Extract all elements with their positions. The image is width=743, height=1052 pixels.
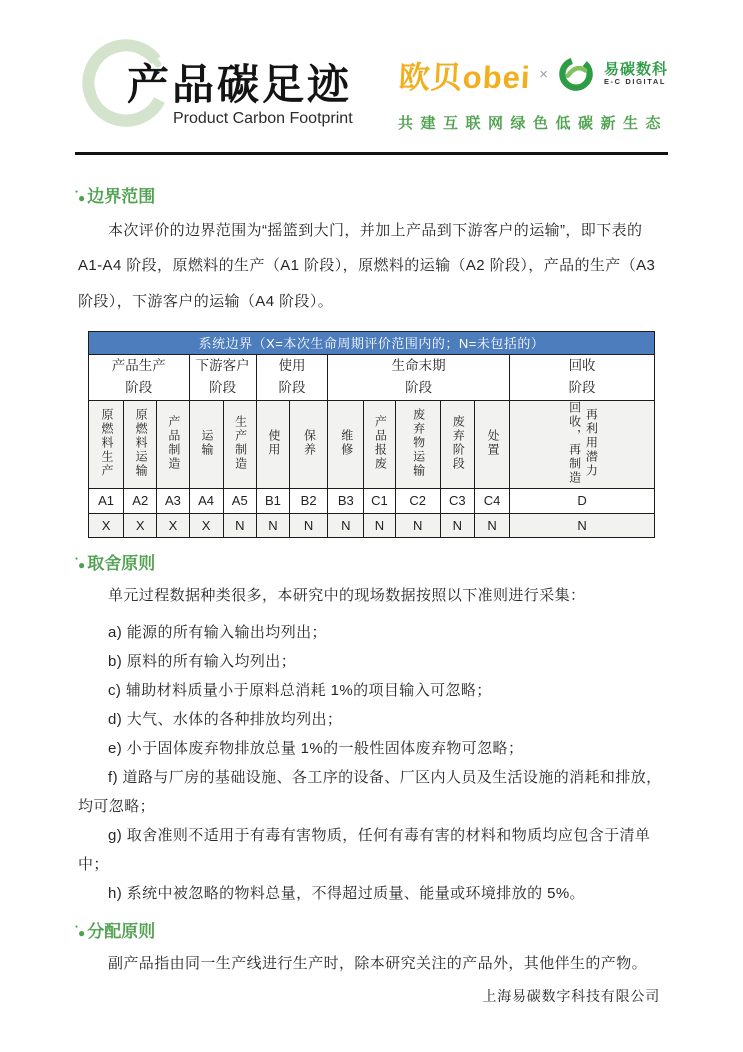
stage-cell-A4: 运输 xyxy=(189,400,223,488)
bullet-icon: ● ● xyxy=(78,191,85,205)
stage-cell-A2: 原燃料运输 xyxy=(124,400,157,488)
obei-logo: 欧贝obei xyxy=(398,59,532,95)
tradeoff-item-e: e) 小于固体废弃物排放总量 1%的一般性固体废弃物可忽略； xyxy=(108,740,524,757)
stage-cell-B3: 维修 xyxy=(328,400,364,488)
value-cell-C4: N xyxy=(474,513,509,537)
code-cell-B1: B1 xyxy=(256,488,289,513)
system-boundary-table xyxy=(88,331,655,538)
table-title: 系统边界（X=本次生命周期评价范围内的；N=未包括的） xyxy=(89,331,655,354)
tradeoff-list xyxy=(78,619,665,908)
page-header xyxy=(75,34,668,148)
value-cell-A3: X xyxy=(157,513,189,537)
section-heading-allocation xyxy=(78,917,665,942)
stage-cell-A3: 产品制造 xyxy=(157,400,189,488)
bullet-icon: ● ● xyxy=(78,558,85,572)
bullet-icon: ● ● xyxy=(78,926,85,940)
code-cell-A2: A2 xyxy=(124,488,157,513)
tradeoff-intro: 单元过程数据种类很多，本研究中的现场数据按照以下准则进行采集： xyxy=(108,586,586,604)
code-cell-A3: A3 xyxy=(157,488,189,513)
section-heading-allocation-label: 分配原则 xyxy=(87,921,156,941)
section-heading-boundary-label: 边界范围 xyxy=(87,187,156,206)
system-boundary-table-wrap xyxy=(88,331,665,538)
tradeoff-item-h: h) 系统中被忽略的物料总量，不得超过质量、能量或环境排放的 5%。 xyxy=(108,884,585,902)
section-heading-tradeoff xyxy=(78,549,665,574)
code-cell-C3: C3 xyxy=(440,488,474,513)
code-cell-A1: A1 xyxy=(89,488,124,513)
group-header-5: 回收 阶段 xyxy=(510,354,655,400)
allocation-paragraph: 副产品指由同一生产线进行生产时，除本研究关注的产品外，其他伴生的产物。 xyxy=(108,954,648,972)
ec-digital-text xyxy=(604,62,668,87)
stage-cell-A1: 原燃料生产 xyxy=(89,400,124,488)
group-header-1: 产品生产 阶段 xyxy=(89,354,190,400)
section-heading-boundary xyxy=(78,182,665,207)
value-cell-C1: N xyxy=(364,513,395,537)
ec-digital-logo-icon xyxy=(556,54,596,94)
value-cell-B3: N xyxy=(328,513,364,537)
group-header-2: 下游客户 阶段 xyxy=(189,354,256,400)
value-cell-A2: X xyxy=(124,513,157,537)
value-cell-A4: X xyxy=(189,513,223,537)
ec-digital-name: 易碳数科 xyxy=(603,60,668,78)
stage-cell-B1: 使用 xyxy=(256,400,289,488)
tradeoff-item-d: d) 大气、水体的各种排放均列出； xyxy=(108,711,343,729)
value-cell-B2: N xyxy=(290,513,328,537)
stage-cell-C4: 处置 xyxy=(474,400,509,488)
value-cell-B1: N xyxy=(256,513,289,537)
value-cell-A5: N xyxy=(223,513,256,537)
tradeoff-item-g: g) 取舍准则不适用于有毒有害物质，任何有毒有害的材料和物质均应包含于清单中； xyxy=(78,826,651,873)
company-footer: 上海易碳数字科技有限公司 xyxy=(482,988,660,1004)
stage-cell-A5: 生产制造 xyxy=(223,400,256,488)
tradeoff-item-f: f) 道路与厂房的基础设施、各工序的设备、厂区内人员及生活设施的消耗和排放，均可忽略； xyxy=(78,768,662,815)
code-cell-D: D xyxy=(510,488,655,513)
stage-cell-C1: 产品报废 xyxy=(364,400,395,488)
tradeoff-item-b: b) 原料的所有输入均列出； xyxy=(108,653,297,671)
code-cell-C4: C4 xyxy=(474,488,509,513)
value-cell-C2: N xyxy=(395,513,440,537)
code-cell-B2: B2 xyxy=(290,488,328,513)
brand-tagline: 共建互联网绿色低碳新生态 xyxy=(398,115,669,132)
boundary-paragraph: 本次评价的边界范围为“摇篮到大门，并加上产品到下游客户的运输”，即下表的 A1-A4 阶段，原燃料的生产（A1 阶段），原燃料的运输（A2 阶段），产品的生产（A3 阶段），下游客户的运输（A4 阶段）。 xyxy=(78,222,656,310)
section-heading-tradeoff-label: 取舍原则 xyxy=(87,553,156,573)
brand-subtitle: Product Carbon Footprint xyxy=(173,110,353,127)
partners-row xyxy=(398,48,668,100)
stage-cell-B2: 保养 xyxy=(290,400,328,488)
code-cell-A4: A4 xyxy=(189,488,223,513)
brand-block xyxy=(75,34,375,148)
group-header-4: 生命末期 阶段 xyxy=(328,354,510,400)
brand-title: 产品碳足迹 xyxy=(127,61,353,108)
partners-block xyxy=(398,48,668,133)
group-header-3: 使用 阶段 xyxy=(256,354,327,400)
stage-cell-D: 回收，再制造 再利用潜力 xyxy=(510,400,655,488)
tradeoff-item-c: c) 辅助材料质量小于原料总消耗 1%的项目输入可忽略； xyxy=(108,682,492,700)
partnership-x-icon: × xyxy=(539,65,548,83)
code-cell-A5: A5 xyxy=(223,488,256,513)
document-content xyxy=(78,153,665,979)
code-cell-C1: C1 xyxy=(364,488,395,513)
value-cell-A1: X xyxy=(89,513,124,537)
value-cell-C3: N xyxy=(440,513,474,537)
code-cell-C2: C2 xyxy=(395,488,440,513)
stage-cell-C3: 废弃阶段 xyxy=(440,400,474,488)
ec-digital-subname: E-C DIGITAL xyxy=(603,77,667,87)
tradeoff-item-a: a) 能源的所有输入输出均列出； xyxy=(108,624,327,642)
value-cell-D: N xyxy=(510,513,655,537)
stage-cell-C2: 废弃物运输 xyxy=(395,400,440,488)
code-cell-B3: B3 xyxy=(328,488,364,513)
